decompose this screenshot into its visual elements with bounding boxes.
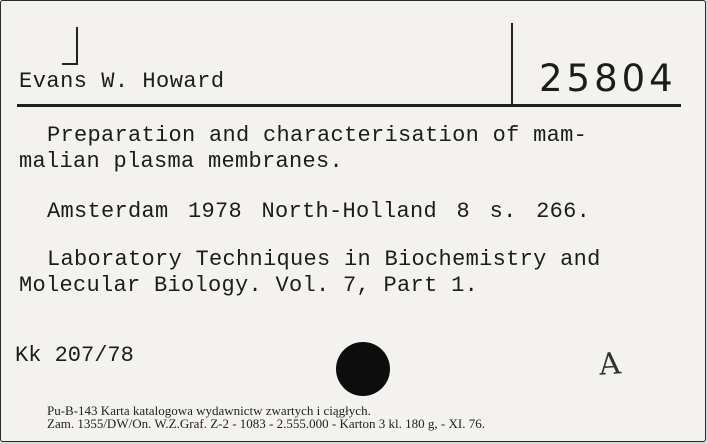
imprint-line-1: Pu-B-143 Karta katalogowa wydawnictw zwartych i ciągłych. — [47, 403, 371, 418]
handwritten-mark: A — [597, 346, 622, 383]
shelf-mark: Kk 207/78 — [15, 343, 134, 368]
series-line-2: Molecular Biology. Vol. 7, Part 1. — [19, 273, 479, 298]
punch-hole — [336, 342, 390, 396]
vertical-divider — [511, 23, 513, 105]
author-name: Evans W. Howard — [19, 69, 225, 94]
title-line-2: malian plasma membranes. — [19, 149, 344, 174]
title-line-1: Preparation and characterisation of mam- — [47, 123, 588, 148]
series-line-1: Laboratory Techniques in Biochemistry and — [47, 247, 601, 272]
corner-mark — [62, 27, 78, 65]
header-divider — [17, 104, 681, 107]
publication-info: Amsterdam 1978 North-Holland 8 s. 266. — [47, 199, 591, 224]
imprint-line-2: Zam. 1355/DW/On. W.Z.Graf. Z-2 - 1083 - 2.555.000 - Karton 3 kl. 180 g, - XI. 76. — [47, 416, 485, 431]
catalog-number: 25804 — [539, 57, 677, 100]
